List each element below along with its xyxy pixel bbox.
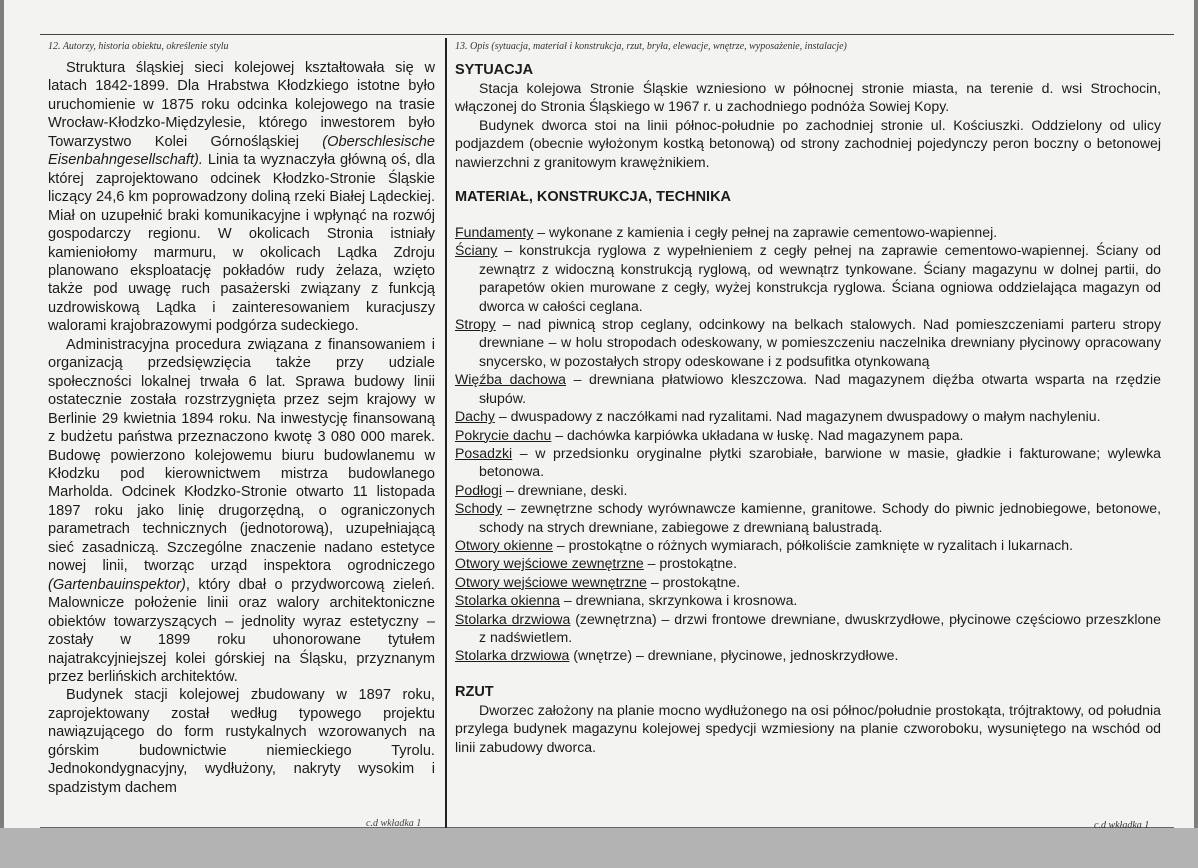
item-dachy: Dachy – dwuspadowy z naczółkami nad ryzalitami. Nad magazynem dwuspadowy o małym nachyleniu. [455, 408, 1101, 425]
history-paragraph-3: Budynek stacji kolejowej zbudowany w 1897 roku, zaprojektowany został według typowego projektu nawiązującego do form rustykalnych wzorowanych na górskim budownictwie niemieckiego Tyrolu. Jednokondygnacyjny, wydłużony, nakryty wysokim i spadzistym dachem [48, 687, 435, 796]
column-divider [445, 38, 447, 828]
item-posadzki: Posadzki – w przedsionku oryginalne płytki szarobiałe, barwione w masie, gładkie i fakturowane; wylewka betonowa. [455, 444, 1161, 480]
right-continuation-note: c.d wkładka 1 [1094, 820, 1150, 831]
history-paragraph-1: Struktura śląskiej sieci kolejowej kształtowała się w latach 1842-1899. Dla Hrabstwa Kłodzkiego istotne było uruchomienie w 1875 roku odcinka kolejowego na trasie Wrocław-Kłodzko-Międzylesie, którego inwestorem było Towarzystwo Kolei Górnośląskiej (Oberschlesische Eisenbahngesellschaft). Linia ta wyznaczyła główną oś, dla której zaprojektowano odcinek Kłodzko-Stronie Śląskie liczący 24,6 km poprowadzony doliną rzeki Białej Lądeckiej. Miał on uzupełnić braki komunikacyjne i wpłynąć na rozwój gospodarczy regionu. W okolicach Stronia istniały kamieniołomy marmuru, w okolicach Lądka Zdroju planowano eksploatację pokładów rudy żelaza, wzięto także pod uwagę ruch pasażerski związany z funkcją uzdrowiskową Lądka i zainteresowaniem kuracjuszy walorami krajobrazowymi podgórza sudeckiego. [48, 60, 435, 335]
item-pokrycie-dachu: Pokrycie dachu – dachówka karpiówka układana w łuskę. Nad magazynem papa. [455, 426, 964, 443]
item-podlogi: Podłogi – drewniane, deski. [455, 481, 628, 498]
rzut-paragraph: Dworzec założony na planie mocno wydłużonego na osi północ/południe prostokąta, trójtraktowy, od południa przylega budynek magazynu kolejowej spedycji wzmiesiony na planie czworoboku, wysuniętego na wschód od linii zabudowy dworca. [455, 701, 1161, 755]
left-column-header: 12. Autorzy, historia obiektu, określenie stylu [48, 41, 229, 52]
item-stropy: Stropy – nad piwnicą strop ceglany, odcinkowy na belkach stalowych. Nad pomieszczeniami parteru stropy drewniane – w holu stropodach odeskowany, w pomieszczeniu naczelnika drewniany płycinowy opracowany snycersko, w pozostałych stropy odeskowane i z podsufitka otynkowaną [455, 316, 1161, 369]
item-otwory-wejsciowe-zewnetrzne: Otwory wejściowe zewnętrzne – prostokątne. [455, 555, 737, 572]
right-column-header: 13. Opis (sytuacja, materiał i konstrukcja, rzut, bryła, elewacje, wnętrze, wyposażenie, instalacje) [455, 41, 847, 52]
material-heading: MATERIAŁ, KONSTRUKCJA, TECHNIKA [455, 189, 732, 206]
history-column [48, 59, 435, 797]
sytuacja-paragraph-2: Budynek dworca stoi na linii północ-południe po zachodniej stronie ul. Kościuszki. Oddzielony od ulicy podjazdem (obecnie wyłożonym kostką betonową) od strony zachodniej pojedynczy peron boczny o betonowej nawierzchni z granitowym krawężnikiem. [455, 116, 1161, 170]
item-stolarka-drzwiowa-zewnetrzna: Stolarka drzwiowa (zewnętrzna) – drzwi frontowe drewniane, dwuskrzydłowe, płycinowe częściowo przeszklone z nadświetlem. [455, 610, 1161, 645]
item-fundamenty: Fundamenty – wykonane z kamienia i cegły pełnej na zaprawie cementowo-wapiennej. [455, 224, 998, 241]
top-rule [40, 34, 1174, 35]
item-stolarka-okienna: Stolarka okienna – drewniana, skrzynkowa i krosnowa. [455, 592, 798, 609]
scan-bottom-margin [0, 828, 1198, 868]
item-sciany: Ściany – konstrukcja ryglowa z wypełnieniem z cegły pełnej na zaprawie cementowo-wapiennej. Ściany od zewnątrz z widoczną konstrukcją ryglową, od wewnątrz tynkowane. Ściany magazynu w dolnej partii, do parapetów okien murowane z cegły, wyżej konstrukcja ryglowa. Ściana ogniowa oddzielająca magazyn od dworca w całości ceglana. [455, 242, 1161, 314]
item-stolarka-drzwiowa-wnetrze: Stolarka drzwiowa (wnętrze) – drewniane, płycinowe, jednoskrzydłowe. [455, 647, 899, 664]
item-wiezba-dachowa: Więźba dachowa – drewniana płatwiowo kleszczowa. Nad magazynem dięźba otwarta wsparta na rzędzie słupów. [455, 371, 1161, 406]
description-column [455, 61, 1161, 756]
item-otwory-wejsciowe-wewnetrzne: Otwory wejściowe wewnętrzne – prostokątne. [455, 573, 741, 590]
left-continuation-note: c.d wkładka 1 [366, 818, 422, 829]
sytuacja-heading: SYTUACJA [455, 62, 534, 78]
scan-right-edge [1194, 0, 1198, 868]
sytuacja-paragraph-1: Stacja kolejowa Stronie Śląskie wzniesiono w północnej stronie miasta, na terenie d. wsi Strochocin, włączonej do Stronia Śląskiego w 1967 r. u zachodniego podnóża Sowiej Kopy. [455, 80, 1161, 115]
rzut-heading: RZUT [455, 683, 494, 700]
item-schody: Schody – zewnętrzne schody wyrównawcze kamienne, granitowe. Schody do piwnic jednobiegowe, betonowe, schody na strych drewniane, zabiegowe z drewnianą balustradą. [455, 500, 1161, 535]
scan-left-edge [0, 0, 4, 868]
history-paragraph-2: Administracyjna procedura związana z finansowaniem i organizacją przedsięwzięcia także przy udziale społeczności lokalnej trwała 6 lat. Sprawa budowy linii ostatecznie została rozstrzygnięta przez sejm krajowy w Berlinie 29 kwietnia 1894 roku. Na inwestycję finansowaną z budżetu państwa przeznaczono kwotę 3 080 000 marek. Budowę powierzono kolejowemu biuru budowlanemu w Kłodzku pod kierownictwem mistrza budowlanego Marholda. Odcinek Kłodzko-Stronie otwarto 11 listopada 1897 roku jako linię drugorzędną, o ograniczonych parametrach technicznych (jednotorową), uzupełniającą sieć zasadniczą. Szczególne znaczenie nadano estetyce nowej linii, tworząc urząd inspektora ogrodniczego (Gartenbauinspektor), który dbał o przydworcową zieleń. Malownicze położenie linii oraz walory architektoniczne obiektów towarzyszących – jednolity wyraz estetyczny – zostały w 1899 roku uhonorowane tytułem najatrakcyjniejszej kolei górskiej na Śląsku, przyznanym przez berlińskich architektów. [48, 336, 435, 685]
item-otwory-okienne: Otwory okienne – prostokątne o różnych wymiarach, półkoliście zamknięte w ryzalitach i lukarnach. [455, 536, 1074, 553]
bottom-rule [40, 827, 1174, 828]
